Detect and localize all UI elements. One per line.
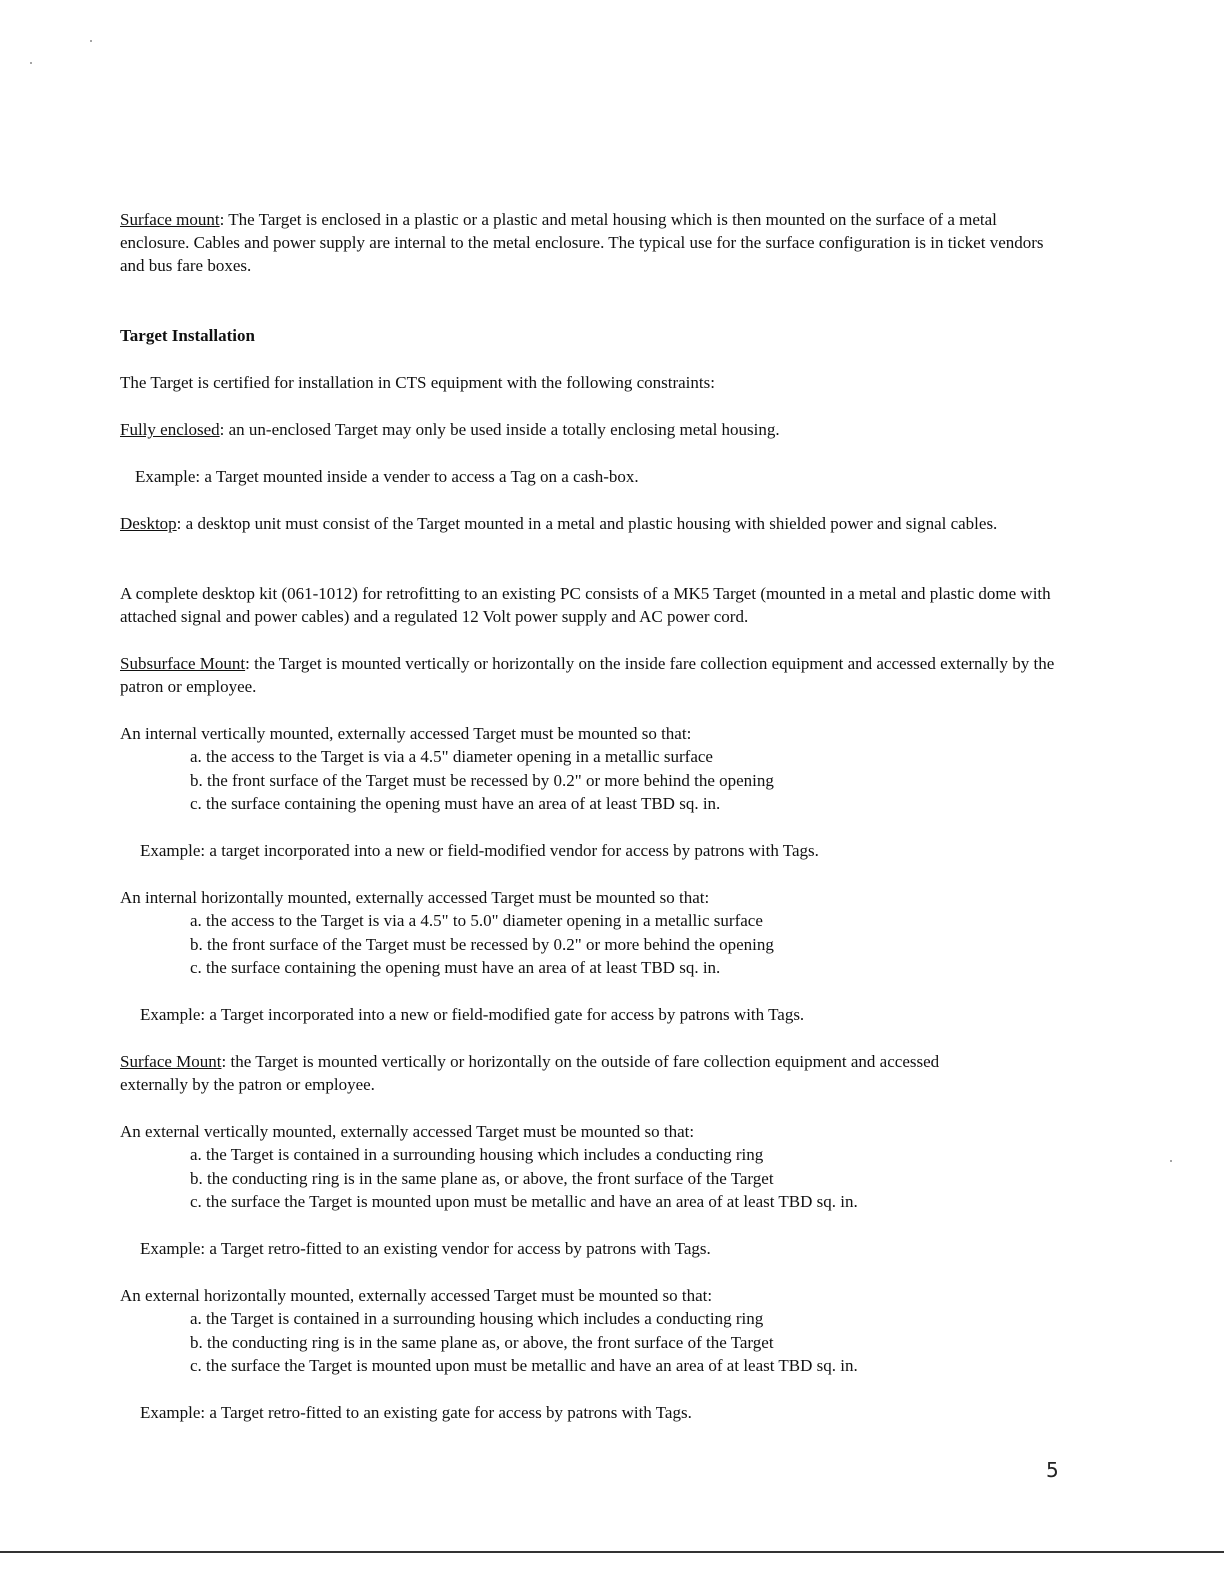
desktop-label: Desktop xyxy=(120,514,177,533)
desktop-paragraph xyxy=(120,512,1065,535)
list-item: c. the surface the Target is mounted upon must be metallic and have an area of at least TBD sq. in. xyxy=(190,1356,858,1375)
certified-paragraph: The Target is certified for installation in CTS equipment with the following constraints: xyxy=(120,373,715,392)
list-item: a. the access to the Target is via a 4.5" to 5.0" diameter opening in a metallic surface xyxy=(190,911,763,930)
external-vertical-intro: An external vertically mounted, externally accessed Target must be mounted so that: xyxy=(120,1122,695,1141)
subsurface-mount-label: Subsurface Mount xyxy=(120,654,246,673)
surface-mount-intro-label: Surface mount xyxy=(120,210,220,229)
footer-rule xyxy=(0,1551,1224,1553)
example-cash-box: Example: a Target mounted inside a vender to access a Tag on a cash-box. xyxy=(135,467,639,486)
list-item: a. the Target is contained in a surrounding housing which includes a conducting ring xyxy=(190,1145,764,1164)
internal-horizontal-example: Example: a Target incorporated into a new or field-modified gate for access by patrons with Tags. xyxy=(140,1005,805,1024)
internal-vertical-example: Example: a target incorporated into a new or field-modified vendor for access by patrons with Tags. xyxy=(140,841,819,860)
list-item: c. the surface containing the opening must have an area of at least TBD sq. in. xyxy=(190,958,721,977)
desktop-kit-paragraph: A complete desktop kit (061-1012) for retrofitting to an existing PC consists of a MK5 Target (mounted in a metal and plastic dome with attached signal and power cables) and a regulated 12 Volt power supply and AC power cord. xyxy=(120,584,1051,626)
external-vertical-example: Example: a Target retro-fitted to an existing vendor for access by patrons with Tags. xyxy=(140,1239,711,1258)
surface-mount-section-label: Surface Mount xyxy=(120,1052,222,1071)
external-vertical-list xyxy=(190,1143,1050,1214)
page-number: 5 xyxy=(1046,1458,1059,1482)
subsurface-mount-text: : the Target is mounted vertically or horizontally on the inside fare collection equipment and accessed externally by the patron or employee. xyxy=(120,654,1055,696)
fully-enclosed-text: : an un-enclosed Target may only be used inside a totally enclosing metal housing. xyxy=(219,420,780,439)
list-item: c. the surface containing the opening must have an area of at least TBD sq. in. xyxy=(190,794,721,813)
list-item: b. the front surface of the Target must be recessed by 0.2" or more behind the opening xyxy=(190,770,774,790)
internal-horizontal-list xyxy=(190,909,1050,980)
scan-speck xyxy=(30,62,32,64)
list-item: b. the front surface of the Target must be recessed by 0.2" or more behind the opening xyxy=(190,934,774,954)
list-item: a. the Target is contained in a surrounding housing which includes a conducting ring xyxy=(190,1309,764,1328)
surface-mount-intro-text: : The Target is enclosed in a plastic or a plastic and metal housing which is then mounted on the surface of a metal enclosure. Cables and power supply are internal to the metal enclosure. The typical use for the surface configuration is in ticket vendors and bus fare boxes. xyxy=(120,210,1044,275)
external-horizontal-example: Example: a Target retro-fitted to an existing gate for access by patrons with Tags. xyxy=(140,1403,692,1422)
subsurface-mount-paragraph xyxy=(120,652,1065,698)
list-item: b. the conducting ring is in the same plane as, or above, the front surface of the Target xyxy=(190,1168,774,1188)
internal-vertical-list xyxy=(190,745,1050,816)
external-horizontal-intro: An external horizontally mounted, externally accessed Target must be mounted so that: xyxy=(120,1286,713,1305)
desktop-text: : a desktop unit must consist of the Target mounted in a metal and plastic housing with shielded power and signal cables. xyxy=(176,514,998,533)
surface-mount-intro-paragraph xyxy=(120,208,1065,277)
section-heading: Target Installation xyxy=(120,326,255,345)
scan-speck xyxy=(1170,1160,1172,1162)
scan-speck xyxy=(90,40,92,42)
surface-mount-section-paragraph xyxy=(120,1050,1000,1096)
list-item: b. the conducting ring is in the same plane as, or above, the front surface of the Target xyxy=(190,1332,774,1352)
internal-horizontal-intro: An internal horizontally mounted, externally accessed Target must be mounted so that: xyxy=(120,888,710,907)
fully-enclosed-paragraph xyxy=(120,418,1065,441)
list-item: a. the access to the Target is via a 4.5" diameter opening in a metallic surface xyxy=(190,747,713,766)
internal-vertical-intro: An internal vertically mounted, externally accessed Target must be mounted so that: xyxy=(120,724,692,743)
list-item: c. the surface the Target is mounted upon must be metallic and have an area of at least TBD sq. in. xyxy=(190,1192,858,1211)
fully-enclosed-label: Fully enclosed xyxy=(120,420,220,439)
surface-mount-section-text: : the Target is mounted vertically or horizontally on the outside of fare collection equipment and accessed externally by the patron or employee. xyxy=(120,1052,940,1094)
external-horizontal-list xyxy=(190,1307,1050,1378)
